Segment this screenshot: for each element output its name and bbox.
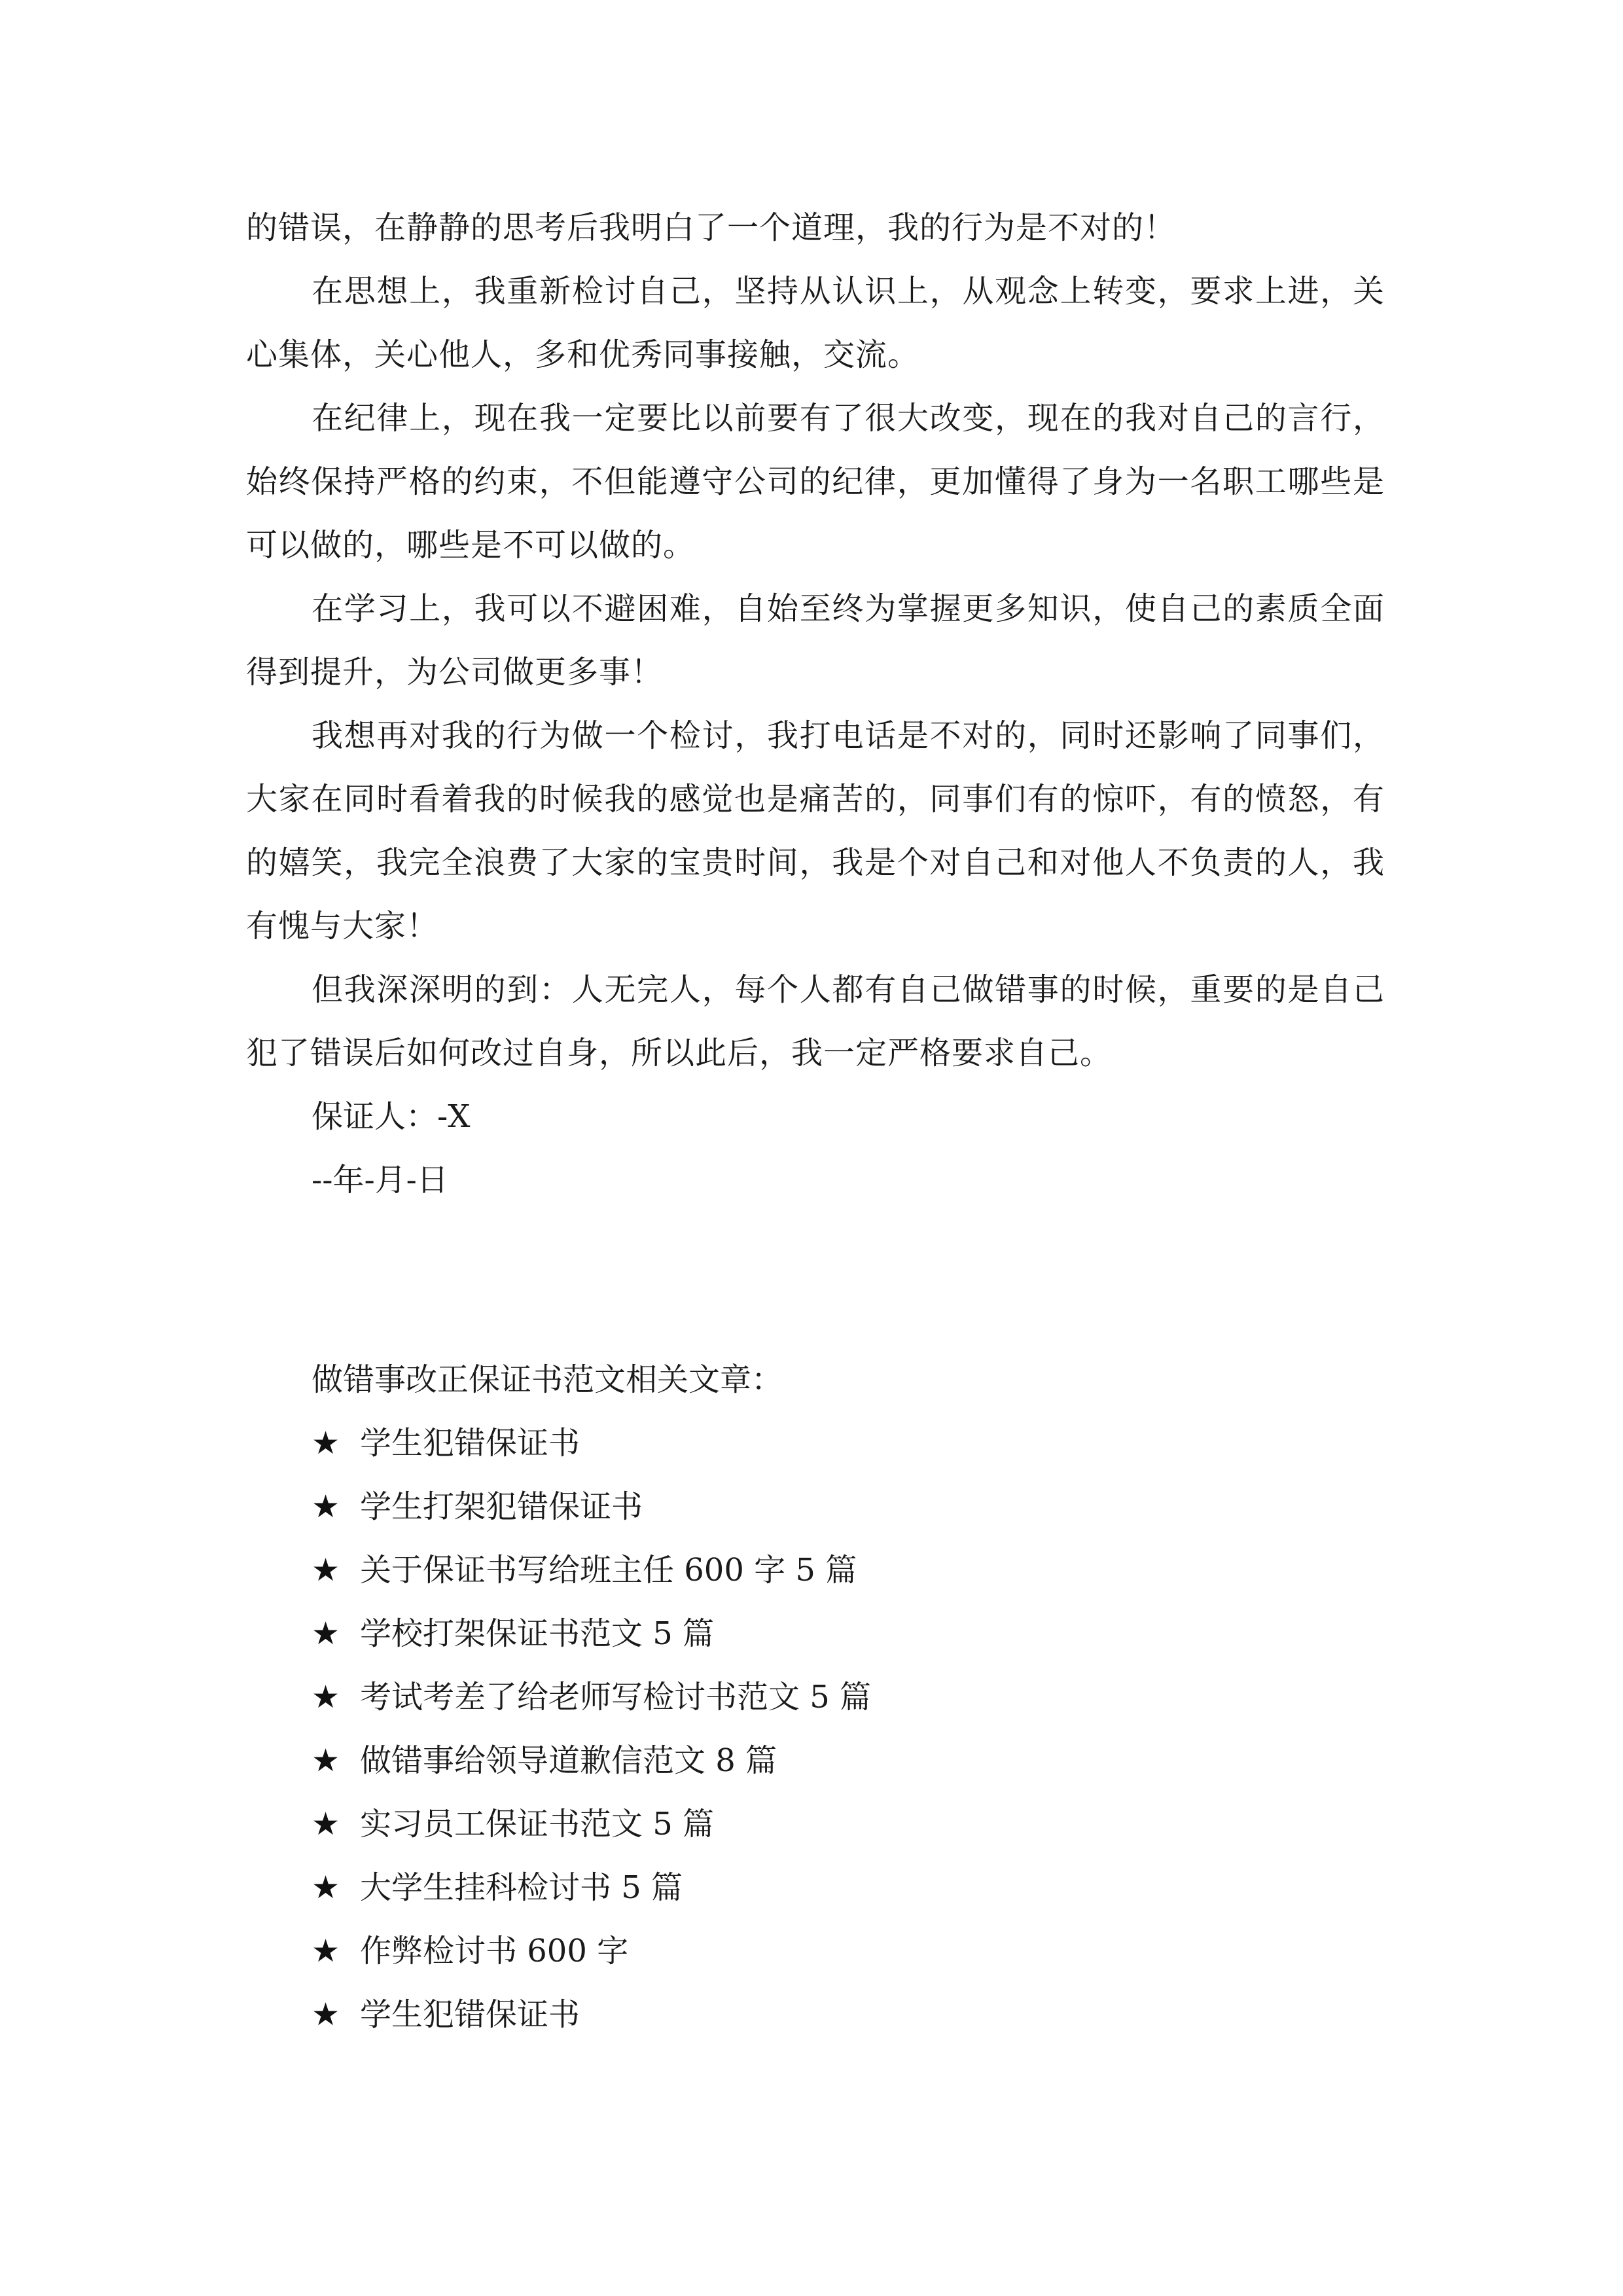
paragraph-5: 我想再对我的行为做一个检讨，我打电话是不对的，同时还影响了同事们，大家在同时看着我的时候我的感觉也是痛苦的，同事们有的惊吓，有的愤怒，有的嬉笑，我完全浪费了大家的宝贵时间，我是个对自己和对他人不负责的人，我有愧与大家！ bbox=[246, 717, 1385, 944]
star-icon: ★ bbox=[312, 1933, 340, 1969]
related-article-item[interactable] bbox=[312, 1475, 1359, 1539]
related-article-link[interactable]: 学生打架犯错保证书 bbox=[360, 1488, 643, 1525]
paragraph-6: 但我深深明的到：人无完人，每个人都有自己做错事的时候，重要的是自己犯了错误后如何改过自身，所以此后，我一定严格要求自己。 bbox=[246, 971, 1385, 1071]
related-article-link[interactable]: 大学生挂科检讨书 5 篇 bbox=[360, 1869, 683, 1906]
related-article-link[interactable]: 做错事给领导道歉信范文 8 篇 bbox=[360, 1742, 777, 1779]
star-icon: ★ bbox=[312, 1869, 340, 1906]
related-article-item[interactable] bbox=[312, 1666, 1359, 1729]
star-icon: ★ bbox=[312, 1615, 340, 1652]
related-articles bbox=[312, 1348, 1359, 2047]
related-article-item[interactable] bbox=[312, 1920, 1359, 1983]
paragraph-3: 在纪律上，现在我一定要比以前要有了很大改变，现在的我对自己的言行，始终保持严格的约束，不但能遵守公司的纪律，更加懂得了身为一名职工哪些是可以做的，哪些是不可以做的。 bbox=[246, 400, 1385, 564]
related-article-link[interactable]: 关于保证书写给班主任 600 字 5 篇 bbox=[360, 1552, 857, 1588]
related-article-link[interactable]: 学生犯错保证书 bbox=[360, 1425, 580, 1462]
related-article-item[interactable] bbox=[312, 1729, 1359, 1793]
paragraph-4: 在学习上，我可以不避困难，自始至终为掌握更多知识，使自己的素质全面得到提升，为公司做更多事！ bbox=[246, 590, 1385, 691]
related-article-link[interactable]: 考试考差了给老师写检讨书范文 5 篇 bbox=[360, 1679, 872, 1715]
star-icon: ★ bbox=[312, 1488, 340, 1525]
paragraph-2: 在思想上，我重新检讨自己，坚持从认识上，从观念上转变，要求上进，关心集体，关心他人，多和优秀同事接触，交流。 bbox=[246, 273, 1385, 373]
related-article-link[interactable]: 学生犯错保证书 bbox=[360, 1996, 580, 2033]
related-articles-list bbox=[312, 1412, 1359, 2047]
star-icon: ★ bbox=[312, 1996, 340, 2033]
date-line: --年-月-日 bbox=[312, 1162, 448, 1198]
related-article-link[interactable]: 学校打架保证书范文 5 篇 bbox=[360, 1615, 715, 1652]
star-icon: ★ bbox=[312, 1552, 340, 1588]
star-icon: ★ bbox=[312, 1679, 340, 1715]
related-article-item[interactable] bbox=[312, 1412, 1359, 1475]
related-article-link[interactable]: 作弊检讨书 600 字 bbox=[360, 1933, 629, 1969]
paragraph-1: 的错误，在静静的思考后我明白了一个道理，我的行为是不对的！ bbox=[246, 209, 1177, 246]
related-article-item[interactable] bbox=[312, 1539, 1359, 1602]
signature-line: 保证人：-X bbox=[312, 1098, 471, 1135]
related-article-item[interactable] bbox=[312, 1856, 1359, 1920]
related-article-link[interactable]: 实习员工保证书范文 5 篇 bbox=[360, 1806, 715, 1842]
related-article-item[interactable] bbox=[312, 1602, 1359, 1666]
related-articles-title: 做错事改正保证书范文相关文章： bbox=[312, 1361, 783, 1398]
star-icon: ★ bbox=[312, 1425, 340, 1462]
star-icon: ★ bbox=[312, 1806, 340, 1842]
related-article-item[interactable] bbox=[312, 1793, 1359, 1856]
star-icon: ★ bbox=[312, 1742, 340, 1779]
letter-body bbox=[246, 196, 1385, 1212]
related-article-item[interactable] bbox=[312, 1983, 1359, 2047]
